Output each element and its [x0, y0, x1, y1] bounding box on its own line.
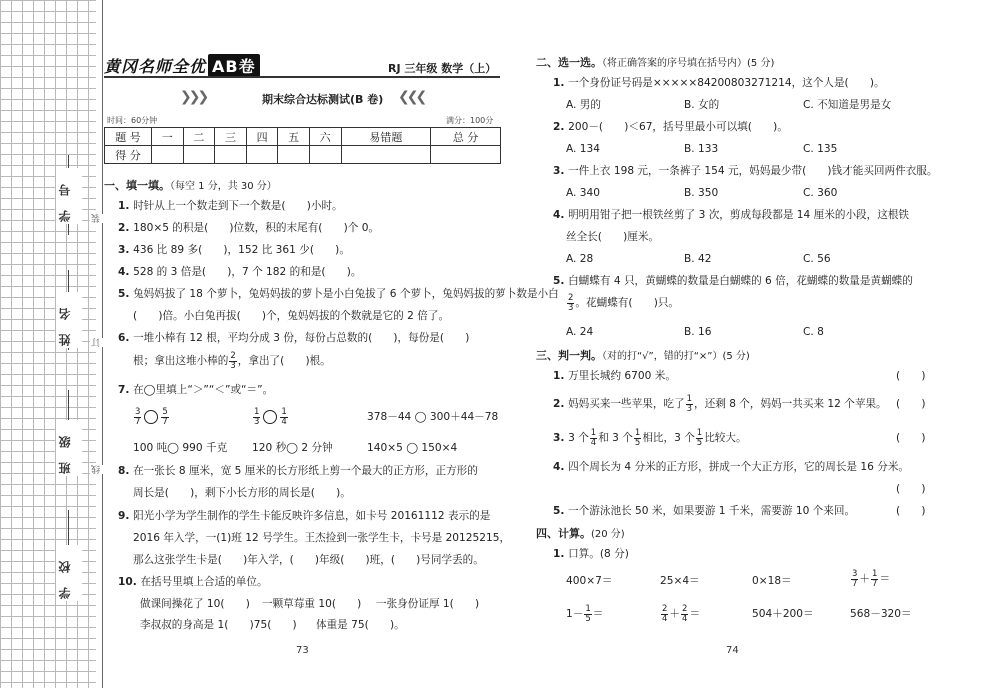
choice-4-option-c[interactable]: C. 56 [803, 253, 831, 265]
question-10-row-1c: 一张身份证厚 1( ) [376, 598, 480, 610]
score-cell[interactable] [431, 146, 501, 164]
choice-1: 1. 一个身份证号码是×××××84200803271214，这个人是( )。 [553, 77, 885, 89]
judge-4-answer[interactable]: ( ) [896, 483, 926, 495]
margin-label-name: 姓名 [56, 292, 82, 348]
cut-mark: 装 [92, 214, 102, 223]
question-6: 6. 一堆小棒有 12 根，平均分成 3 份，每份占总数的( )，每份是( ) [118, 332, 470, 344]
score-table-score-row [105, 146, 501, 164]
choice-2-option-a[interactable]: A. 134 [566, 143, 601, 155]
calc-item: 400×7＝ [566, 575, 613, 587]
calc-item: 0×18＝ [752, 575, 792, 587]
score-cell[interactable] [152, 146, 184, 164]
question-7-row-1c: 378－44 ◯ 300＋44－78 [367, 411, 499, 423]
judge-2: 2. 妈妈买来一些苹果，吃了 $\frac{1}{3}$ ，还剩 8 个，妈妈一共买来 12 个苹果。 [553, 393, 887, 414]
choice-4: 4. 明明用钳子把一根铁丝剪了 3 次，剪成每段都是 14 厘米的小段，这根铁 [553, 209, 909, 221]
question-10: 10. 在括号里填上合适的单位。 [118, 576, 268, 588]
judge-4: 4. 四个周长为 4 分米的正方形，拼成一个大正方形，它的周长是 16 分米。 [553, 461, 909, 473]
score-table-header: 二 [183, 128, 215, 146]
calc-item: 504＋200＝ [752, 608, 814, 620]
question-7-row-2c: 140×5 ◯ 150×4 [367, 442, 458, 454]
question-8: 8. 在一张长 8 厘米，宽 5 厘米的长方形纸上剪一个最大的正方形，正方形的 [118, 465, 478, 477]
judge-1: 1. 万里长城约 6700 米。 [553, 370, 676, 382]
score-cell[interactable] [309, 146, 341, 164]
compare-circle[interactable] [263, 410, 277, 424]
question-8-cont: 周长是( )，剩下小长方形的周长是( )。 [133, 487, 351, 499]
test-title: 期末综合达标测试(B 卷) [262, 93, 384, 106]
question-10-row-1a: 做课间操花了 10( ) [140, 598, 250, 610]
choice-1-option-c[interactable]: C. 不知道是男是女 [803, 99, 892, 111]
section-3-title: 三、判一判。（对的打“√”，错的打“×”）(5 分) [536, 349, 750, 362]
margin-label-school: 学校 [56, 545, 82, 601]
score-cell[interactable] [278, 146, 310, 164]
question-1: 1. 时针从上一个数走到下一个数是( )小时。 [118, 200, 343, 212]
question-10-row-2b: 体重是 75( )。 [316, 619, 405, 631]
question-9-cont-1: 2016 年入学，一(1)班 12 号学生。王杰捡到一张学生卡，卡号是 20125215， [133, 532, 511, 544]
score-table-header: 易错题 [341, 128, 431, 146]
section-2-title: 二、选一选。（将正确答案的序号填在括号内）(5 分) [536, 56, 775, 69]
question-5: 5. 兔妈妈拔了 18 个萝卜，兔妈妈拔的萝卜是小白兔拔了 6 个萝卜，兔妈妈拔的萝卜数是小白 [118, 288, 559, 300]
choice-3-option-b[interactable]: B. 350 [684, 187, 719, 199]
fraction-2-3: $\frac{2}{3}$ [230, 350, 236, 371]
margin-label-class: 班级 [56, 420, 82, 476]
choice-3-option-c[interactable]: C. 360 [803, 187, 838, 199]
brand-text: 黄冈名师全优 [104, 57, 207, 76]
compare-circle[interactable] [144, 410, 158, 424]
page-number-left: 73 [296, 645, 309, 656]
score-table [104, 127, 501, 164]
score-table-header: 总 分 [431, 128, 501, 146]
cut-mark: 订 [92, 338, 102, 347]
score-table-header: 一 [152, 128, 184, 146]
question-7: 7. 在◯里填上“＞”“＜”或“＝”。 [118, 384, 274, 396]
choice-4-option-b[interactable]: B. 42 [684, 253, 712, 265]
question-4: 4. 528 的 3 倍是( )，7 个 182 的和是( )。 [118, 266, 362, 278]
calc-title: 1. 口算。(8 分) [553, 548, 629, 560]
choice-1-option-a[interactable]: A. 男的 [566, 99, 601, 111]
calc-item: 25×4＝ [660, 575, 700, 587]
question-10-row-1b: 一颗草莓重 10( ) [262, 598, 362, 610]
judge-5: 5. 一个游泳池长 50 米，如果要游 1 千米，需要游 10 个来回。 [553, 505, 856, 517]
question-7-row-2b: 120 秒◯ 2 分钟 [252, 442, 333, 454]
choice-3: 3. 一件上衣 198 元，一条裤子 154 元，妈妈最少带( )钱才能买回两件衣服。 [553, 165, 938, 177]
score-row-label: 得 分 [105, 146, 152, 164]
judge-2-answer[interactable]: ( ) [896, 398, 926, 410]
score-cell[interactable] [215, 146, 247, 164]
score-cell[interactable] [246, 146, 278, 164]
page-number-right: 74 [726, 645, 739, 656]
grid-margin [0, 0, 97, 688]
chevron-right-icon: ❯❯❯ [180, 89, 207, 105]
subject-line: RJ 三年级 数学（上） [388, 62, 497, 75]
brand-ab-badge: AB卷 [208, 54, 260, 77]
question-7-row-1: $\frac{3}{7}$ $\frac{5}{7}$ [135, 406, 168, 427]
calc-item-fraction: $\frac{2}{4}$ ＋ $\frac{2}{4}$ ＝ [662, 603, 701, 624]
brand-logo [104, 54, 260, 77]
cut-mark: 线 [92, 465, 102, 474]
choice-2-option-c[interactable]: C. 135 [803, 143, 838, 155]
time-label: 时间：60分钟 [107, 116, 158, 125]
score-table-header: 四 [246, 128, 278, 146]
choice-3-option-a[interactable]: A. 340 [566, 187, 601, 199]
judge-3: 3. 3 个 $\frac{1}{4}$ 和 3 个 $\frac{1}{5}$ 相比，3 个 $\frac{1}{5}$ 比较大。 [553, 427, 747, 448]
fraction-2-3: $\frac{2}{3}$ [568, 292, 574, 313]
calc-item-fraction: 1－ $\frac{1}{5}$ ＝ [566, 603, 604, 624]
score-cell[interactable] [183, 146, 215, 164]
score-cell[interactable] [341, 146, 431, 164]
score-table-header: 五 [278, 128, 310, 146]
score-table-header: 三 [215, 128, 247, 146]
full-score-label: 满分：100分 [446, 116, 494, 125]
choice-5-option-a[interactable]: A. 24 [566, 326, 594, 338]
judge-1-answer[interactable]: ( ) [896, 370, 926, 382]
margin-label-student-id: 学号 [56, 168, 82, 224]
question-3: 3. 436 比 89 多( )，152 比 361 少( )。 [118, 244, 350, 256]
judge-3-answer[interactable]: ( ) [896, 432, 926, 444]
question-5-cont: ( )倍。小白兔再拔( )个，兔妈妈拔的个数就是它的 2 倍了。 [133, 310, 450, 322]
choice-2: 2. 200－( )＜67，括号里最小可以填( )。 [553, 121, 788, 133]
question-9: 9. 阳光小学为学生制作的学生卡能反映许多信息，如卡号 20161112 表示的是 [118, 510, 491, 522]
question-10-row-2a: 李叔叔的身高是 1( )75( ) [140, 619, 297, 631]
choice-2-option-b[interactable]: B. 133 [684, 143, 719, 155]
section-1-title: 一、填一填。（每空 1 分，共 30 分） [104, 179, 277, 192]
score-table-header: 题 号 [105, 128, 152, 146]
chevron-left-icon: ❮❮❮ [398, 89, 425, 105]
judge-5-answer[interactable]: ( ) [896, 505, 926, 517]
question-6-cont: 根；拿出这堆小棒的 $\frac{2}{3}$ ，拿出了( )根。 [133, 350, 331, 371]
choice-1-option-b[interactable]: B. 女的 [684, 99, 720, 111]
choice-5-cont: $\frac{2}{3}$ 。花蝴蝶有( )只。 [568, 292, 680, 313]
section-4-title: 四、计算。(20 分) [536, 527, 625, 540]
calc-item-fraction: $\frac{3}{7}$ ＋ $\frac{1}{7}$ ＝ [852, 568, 891, 589]
question-2: 2. 180×5 的积是( )位数，积的末尾有( )个 0。 [118, 222, 380, 234]
question-7-row-1b: $\frac{1}{3}$ $\frac{1}{4}$ [254, 406, 287, 427]
score-table-header: 六 [309, 128, 341, 146]
score-table-header-row [105, 128, 501, 146]
question-9-cont-2: 那么这张学生卡是( )年入学，( )年级( )班，( )号同学丢的。 [133, 554, 484, 566]
choice-5-option-b[interactable]: B. 16 [684, 326, 712, 338]
calc-item: 568－320＝ [850, 608, 912, 620]
choice-5-option-c[interactable]: C. 8 [803, 326, 824, 338]
question-7-row-2a: 100 吨◯ 990 千克 [133, 442, 228, 454]
choice-5: 5. 白蝴蝶有 4 只，黄蝴蝶的数量是白蝴蝶的 6 倍，花蝴蝶的数量是黄蝴蝶的 [553, 275, 913, 287]
choice-4-cont: 丝全长( )厘米。 [566, 231, 660, 243]
header-rule [104, 76, 500, 78]
choice-4-option-a[interactable]: A. 28 [566, 253, 594, 265]
